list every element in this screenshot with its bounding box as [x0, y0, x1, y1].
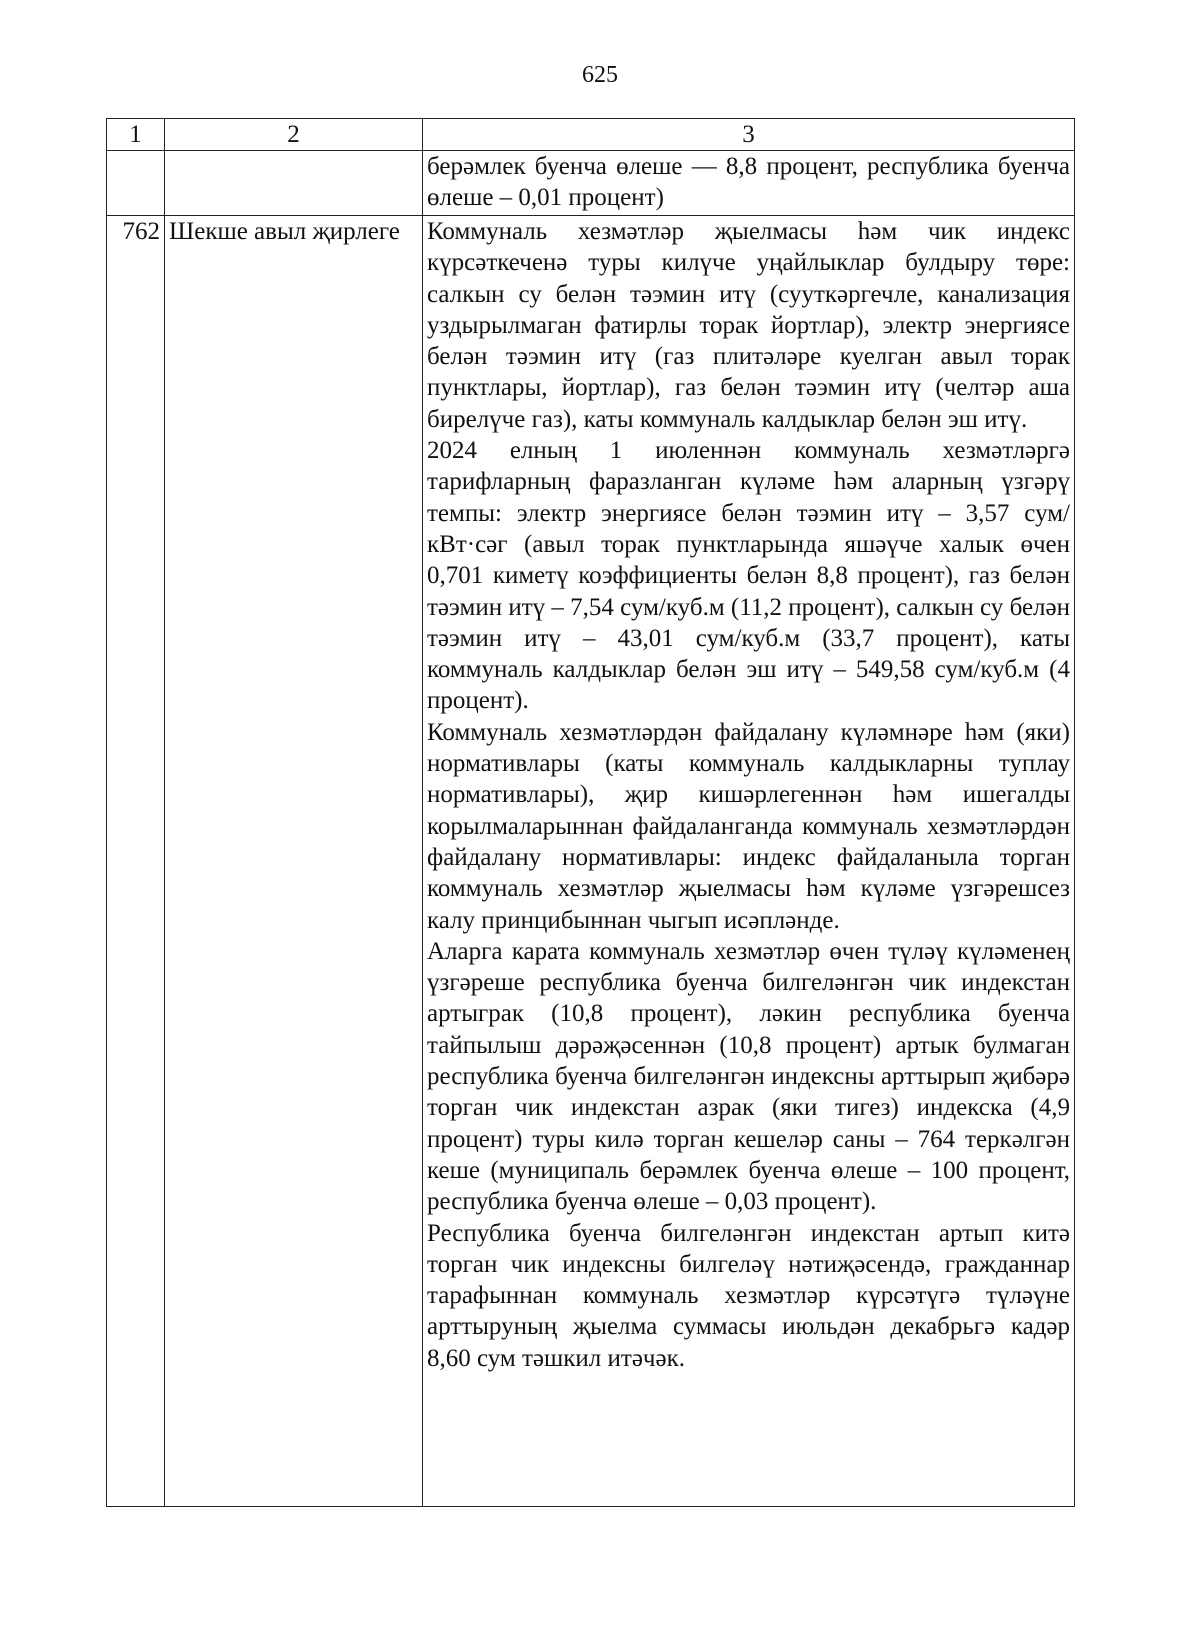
row-number: 762: [107, 216, 165, 1507]
paragraph-sum: Республика буенча билгеләнгән индекстан артып китә торган чик индексны билгеләү нәтиҗәсендә, гражданнар тарафыннан коммуналь хезмәтләр күрсәтүгә түләүне арттыруның җыелма суммасы июльдән декабрьгә кадәр 8,60 сум тәшкил итәчәк.: [427, 1219, 1070, 1372]
paragraph-norms: Коммуналь хезмәтләрдән файдалану күләмнәре һәм (яки) нормативлары (каты коммуналь калдыкларны туплау нормативлары), җир кишәрлегеннән һәм ишегалды корылмаларыннан файдаланганда коммуналь хезмәтләрдән файдалану нормативлары: индекс файдаланыла торган коммуналь хезмәтләр җыелмасы һәм күләме үзгәрешсез калу принцибыннан чыгып исәпләнде.: [427, 718, 1070, 934]
table-header-row: [107, 119, 1075, 151]
paragraph-tariffs: 2024 елның 1 июленнән коммуналь хезмәтләргә тарифларның фаразланган күләме һәм аларның үзгәрү темпы: электр энергиясе белән тәэмин итү – 3,57 сум/кВт·сәг (авыл торак пунктларында яшәүче халык өчен 0,701 киметү коэффициенты белән 8,8 процент), газ белән тәэмин итү – 7,54 сум/куб.м (11,2 процент), салкын су белән тәэмин итү – 43,01 сум/куб.м (33,7 процент), каты коммуналь калдыклар белән эш итү – 549,58 сум/куб.м (4 процент).: [427, 437, 1070, 715]
continuation-cell-2: [165, 151, 423, 216]
continuation-row: [107, 151, 1075, 216]
settlement-name: Шекше авыл җирлеге: [165, 216, 423, 1507]
page-number: 625: [582, 62, 618, 88]
table-row: [107, 216, 1075, 1507]
continuation-cell-3: берәмлек буенча өлеше — 8,8 процент, республика буенча өлеше – 0,01 процент): [423, 151, 1075, 216]
header-cell-1: 1: [107, 119, 165, 151]
row-description: [423, 216, 1075, 1507]
document-table: [106, 118, 1075, 1507]
header-cell-2: 2: [165, 119, 423, 151]
continuation-cell-1: [107, 151, 165, 216]
paragraph-population: Аларга карата коммуналь хезмәтләр өчен түләү күләменең үзгәреше республика буенча билгеләнгән чик индекстан артыграк (10,8 процент), ләкин республика буенча тайпылыш дәрәҗәсеннән (10,8 процент) артык булмаган республика буенча билгеләнгән индексны арттырып җибәрә торган чик индекстан азрак (яки тигез) индекска (4,9 процент) туры килә торган кешеләр саны – 764 теркәлгән кеше (муниципаль берәмлек буенча өлеше – 100 процент, республика буенча өлеше – 0,03 процент).: [427, 937, 1070, 1216]
paragraph-services: Коммуналь хезмәтләр җыелмасы һәм чик индекс күрсәткеченә туры килүче уңайлыклар булдыру төре: салкын су белән тәэмин итү (сууткәргечле, канализация уздырылмаган фатирлы торак йортлар), электр энергиясе белән тәэмин итү (газ плитәләре куелган авыл торак пунктлары, йортлар), газ белән тәэмин итү (челтәр аша бирелүче газ), каты коммуналь калдыклар белән эш итү.: [427, 218, 1070, 433]
header-cell-3: 3: [423, 119, 1075, 151]
